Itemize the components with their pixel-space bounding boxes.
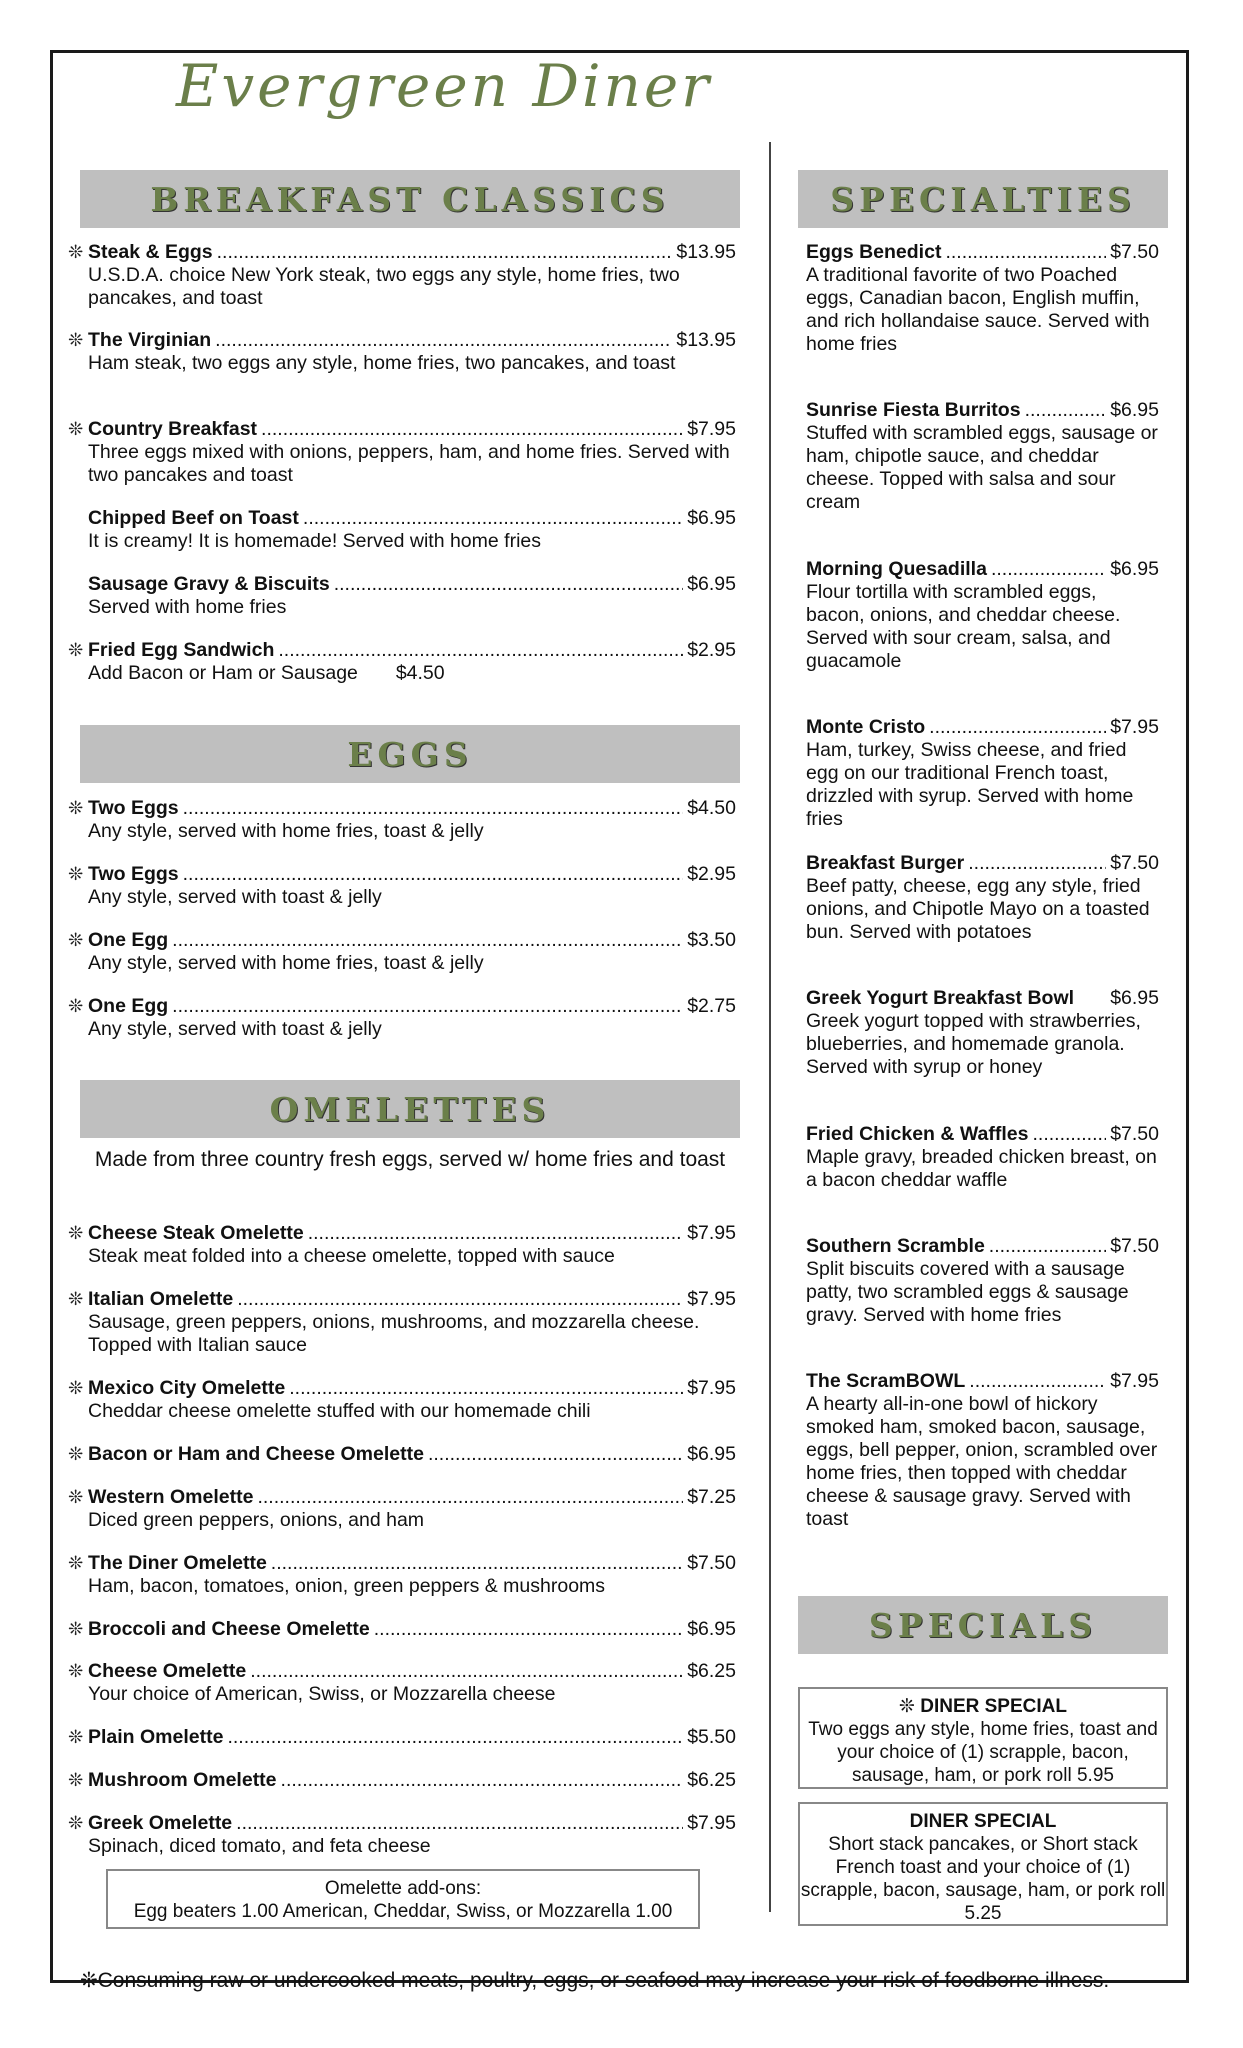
menu-item [68, 1288, 736, 1357]
menu-item [68, 1726, 736, 1749]
item-price: $7.95 [687, 1377, 736, 1399]
item-name: Greek Omelette [88, 1812, 233, 1834]
item-description: It is creamy! It is homemade! Served with home fries [88, 530, 541, 552]
menu-item [68, 1660, 736, 1706]
item-price: $7.95 [687, 1222, 736, 1244]
menu-item [88, 573, 736, 619]
item-description: Three eggs mixed with onions, peppers, ham, and home fries. Served with two pancakes and toast [88, 441, 730, 486]
item-price: $6.95 [687, 1443, 736, 1465]
item-name: One Egg [88, 929, 169, 951]
omelettes-banner [80, 1080, 740, 1138]
asterisk-icon: ❊ [68, 930, 84, 950]
menu-item [68, 929, 736, 975]
item-name: Two Eggs [88, 797, 179, 819]
item-price: $3.50 [687, 929, 736, 951]
item-description: Stuffed with scrambled eggs, sausage or ham, chipotle sauce, and cheddar cheese. Topped with salsa and sour cream [806, 422, 1158, 513]
column-divider [769, 142, 771, 1912]
menu-item [68, 639, 736, 685]
menu-item [68, 241, 736, 310]
item-description: Cheddar cheese omelette stuffed with our homemade chili [88, 1400, 591, 1422]
item-description: Any style, served with toast & jelly [88, 1018, 382, 1040]
item-name: The ScramBOWL [806, 1370, 966, 1392]
asterisk-icon: ❊ [68, 640, 84, 660]
specials-banner [798, 1596, 1168, 1654]
special-title: DINER SPECIAL [909, 1811, 1057, 1832]
item-name: Cheese Steak Omelette [88, 1222, 304, 1244]
menu-item [806, 852, 1159, 944]
specialties-banner [798, 170, 1168, 228]
item-price: $6.95 [687, 1618, 736, 1640]
diner-special-box [798, 1802, 1168, 1926]
disclaimer-text: Consuming raw or undercooked meats, poultry, eggs, or seafood may increase your risk of foodborne illness. [97, 1969, 1110, 1992]
menu-item [68, 1812, 736, 1858]
item-description: Steak meat folded into a cheese omelette, topped with sauce [88, 1245, 615, 1267]
item-description: Any style, served with toast & jelly [88, 886, 382, 908]
asterisk-icon: ❊ [68, 419, 84, 439]
menu-item [806, 716, 1159, 831]
menu-item [68, 995, 736, 1041]
menu-item [68, 1377, 736, 1423]
special-text: Short stack pancakes, or Short stack French toast and your choice of (1) scrapple, bacon, sausage, ham, or pork roll 5.25 [800, 1834, 1166, 1924]
item-description: Any style, served with home fries, toast & jelly [88, 820, 484, 842]
item-price: $5.50 [687, 1726, 736, 1748]
menu-item [806, 1123, 1159, 1192]
item-name: One Egg [88, 995, 169, 1017]
menu-item [806, 399, 1159, 514]
item-name: Broccoli and Cheese Omelette [88, 1618, 370, 1640]
addons-text: Egg beaters 1.00 American, Cheddar, Swiss, or Mozzarella 1.00 [133, 1901, 673, 1922]
item-description: Your choice of American, Swiss, or Mozzarella cheese [88, 1683, 556, 1705]
asterisk-icon: ❊ [68, 1770, 84, 1790]
breakfast-classics-banner [80, 170, 740, 228]
special-title: DINER SPECIAL [920, 1696, 1067, 1717]
item-description: Add Bacon or Ham or Sausage $4.50 [88, 662, 445, 684]
menu-item [68, 1486, 736, 1532]
item-description: Ham steak, two eggs any style, home fries, two pancakes, and toast [88, 352, 676, 374]
menu-item [68, 1618, 736, 1641]
item-price: $13.95 [676, 329, 736, 351]
item-name: Mushroom Omelette [88, 1769, 277, 1791]
item-description: Diced green peppers, onions, and ham [88, 1509, 425, 1531]
item-price: $4.50 [687, 797, 736, 819]
diner-special-box [798, 1687, 1168, 1789]
item-name: The Virginian [88, 329, 212, 351]
item-price: $2.95 [687, 639, 736, 661]
item-name: Breakfast Burger [806, 852, 965, 874]
item-price: $6.25 [687, 1660, 736, 1682]
item-price: $7.95 [687, 1812, 736, 1834]
special-text: Two eggs any style, home fries, toast and your choice of (1) scrapple, bacon, sausage, ham, or pork roll 5.95 [808, 1719, 1158, 1786]
section-title: OMELETTES [269, 1089, 551, 1129]
asterisk-icon: ❊ [80, 1969, 98, 1992]
item-name: Chipped Beef on Toast [88, 507, 299, 529]
menu-item [68, 1222, 736, 1268]
item-description: Greek yogurt topped with strawberries, blueberries, and homemade granola. Served with syrup or honey [806, 1010, 1141, 1078]
item-description: Beef patty, cheese, egg any style, fried onions, and Chipotle Mayo on a toasted bun. Served with potatoes [806, 875, 1150, 943]
menu-item [68, 797, 736, 843]
item-name: Two Eggs [88, 863, 179, 885]
item-description: Split biscuits covered with a sausage patty, two scrambled eggs & sausage gravy. Served with home fries [806, 1258, 1129, 1326]
asterisk-icon: ❊ [68, 798, 84, 818]
item-description: A traditional favorite of two Poached eggs, Canadian bacon, English muffin, and rich hollandaise sauce. Served with home fries [806, 264, 1150, 355]
item-name: Fried Egg Sandwich [88, 639, 275, 661]
item-name: Eggs Benedict [806, 241, 942, 263]
item-price: $7.25 [687, 1486, 736, 1508]
item-price: $13.95 [676, 241, 736, 263]
menu-item [68, 1552, 736, 1598]
menu-item [68, 1443, 736, 1466]
item-price: $7.50 [1110, 241, 1159, 263]
section-title: EGGS [347, 734, 473, 774]
section-title: SPECIALS [868, 1605, 1098, 1645]
eggs-banner [80, 725, 740, 783]
item-price: $7.95 [1110, 1370, 1159, 1392]
asterisk-icon: ❊ [68, 1813, 84, 1833]
item-price: $7.95 [1110, 716, 1159, 738]
item-price: $7.95 [687, 1288, 736, 1310]
menu-item [806, 241, 1159, 356]
asterisk-icon: ❊ [899, 1696, 915, 1717]
item-description: Any style, served with home fries, toast & jelly [88, 952, 484, 974]
addons-title: Omelette add-ons: [324, 1878, 482, 1899]
item-description: Maple gravy, breaded chicken breast, on a bacon cheddar waffle [806, 1146, 1157, 1191]
item-description: A hearty all-in-one bowl of hickory smoked ham, smoked bacon, sausage, eggs, bell pepper, onion, scrambled over home fries, then topped with cheddar cheese & sausage gravy. Served with toast [806, 1393, 1158, 1530]
asterisk-icon: ❊ [68, 1289, 84, 1309]
item-price: $6.95 [1110, 987, 1159, 1009]
section-title: BREAKFAST CLASSICS [150, 179, 670, 219]
menu-item [806, 987, 1159, 1079]
asterisk-icon: ❊ [68, 1553, 84, 1573]
asterisk-icon: ❊ [68, 1444, 84, 1464]
item-name: Fried Chicken & Waffles [806, 1123, 1029, 1145]
item-name: Greek Yogurt Breakfast Bowl [806, 987, 1075, 1009]
item-price: $2.95 [687, 863, 736, 885]
menu-item [806, 1235, 1159, 1327]
item-name: Sausage Gravy & Biscuits [88, 573, 330, 595]
menu-item [88, 507, 736, 553]
item-name: Plain Omelette [88, 1726, 224, 1748]
item-price: $6.95 [687, 573, 736, 595]
asterisk-icon: ❊ [68, 996, 84, 1016]
asterisk-icon: ❊ [68, 1661, 84, 1681]
item-name: Morning Quesadilla [806, 558, 987, 580]
item-price: $6.25 [687, 1769, 736, 1791]
item-description: Sausage, green peppers, onions, mushrooms, and mozzarella cheese. Topped with Italian sauce [88, 1311, 700, 1356]
item-name: Steak & Eggs [88, 241, 213, 263]
asterisk-icon: ❊ [68, 1487, 84, 1507]
item-name: Monte Cristo [806, 716, 926, 738]
item-name: Italian Omelette [88, 1288, 234, 1310]
item-description: U.S.D.A. choice New York steak, two eggs any style, home fries, two pancakes, and toast [88, 264, 680, 309]
item-name: Cheese Omelette [88, 1660, 247, 1682]
asterisk-icon: ❊ [68, 242, 84, 262]
food-safety-disclaimer [80, 1968, 1109, 1993]
menu-item [68, 418, 736, 487]
menu-item [806, 558, 1159, 673]
item-price: $7.95 [687, 418, 736, 440]
asterisk-icon: ❊ [68, 864, 84, 884]
item-price: $7.50 [687, 1552, 736, 1574]
omelette-addons-box [106, 1869, 700, 1929]
asterisk-icon: ❊ [68, 330, 84, 350]
item-description: Ham, turkey, Swiss cheese, and fried egg on our traditional French toast, drizzled with syrup. Served with home fries [806, 739, 1134, 830]
item-price: $7.50 [1110, 852, 1159, 874]
item-name: Sunrise Fiesta Burritos [806, 399, 1021, 421]
item-description: Flour tortilla with scrambled eggs, bacon, onions, and cheddar cheese. Served with sour cream, salsa, and guacamole [806, 581, 1121, 672]
item-name: Bacon or Ham and Cheese Omelette [88, 1443, 424, 1465]
item-price: $6.95 [687, 507, 736, 529]
item-description: Served with home fries [88, 596, 287, 618]
item-name: Western Omelette [88, 1486, 254, 1508]
menu-item [68, 863, 736, 909]
asterisk-icon: ❊ [68, 1727, 84, 1747]
item-price: $2.75 [687, 995, 736, 1017]
asterisk-icon: ❊ [68, 1223, 84, 1243]
menu-item [68, 1769, 736, 1792]
item-price: $7.50 [1110, 1123, 1159, 1145]
item-description: Spinach, diced tomato, and feta cheese [88, 1835, 431, 1857]
item-price: $7.50 [1110, 1235, 1159, 1257]
item-name: The Diner Omelette [88, 1552, 267, 1574]
item-price: $6.95 [1110, 558, 1159, 580]
asterisk-icon: ❊ [68, 1619, 84, 1639]
item-name: Southern Scramble [806, 1235, 985, 1257]
item-name: Country Breakfast [88, 418, 258, 440]
menu-item [68, 329, 736, 375]
section-title: SPECIALTIES [830, 179, 1136, 219]
item-price: $6.95 [1110, 399, 1159, 421]
asterisk-icon: ❊ [68, 1378, 84, 1398]
omelettes-intro: Made from three country fresh eggs, served w/ home fries and toast [94, 1148, 726, 1171]
menu-item [806, 1370, 1159, 1531]
item-name: Mexico City Omelette [88, 1377, 286, 1399]
restaurant-title: Evergreen Diner [176, 52, 712, 120]
item-description: Ham, bacon, tomatoes, onion, green peppers & mushrooms [88, 1575, 606, 1597]
